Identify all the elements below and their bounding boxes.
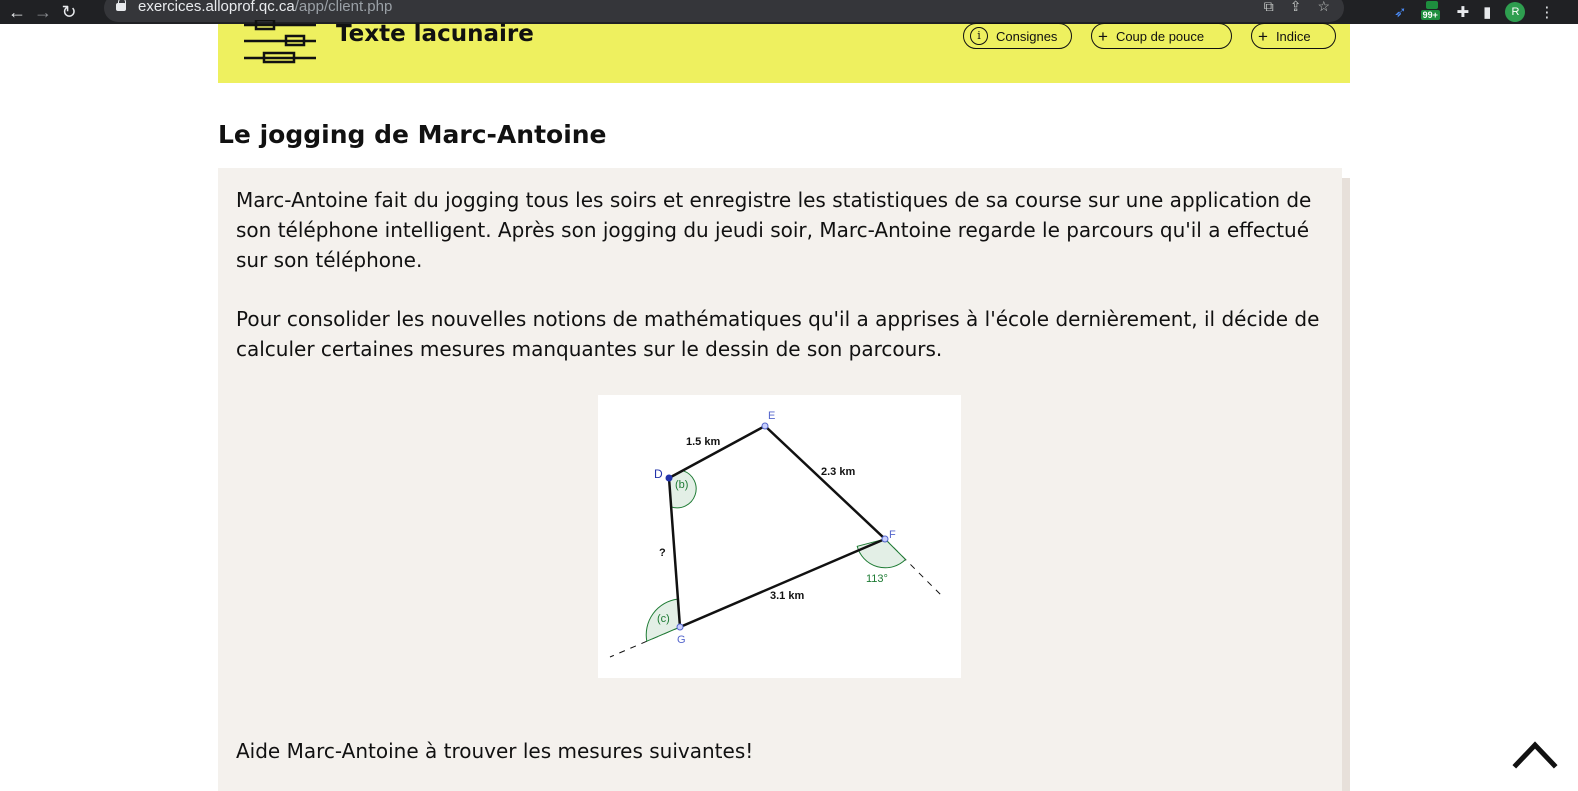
address-bar[interactable]	[104, 0, 1344, 22]
hint-boost-label: Coup de pouce	[1115, 28, 1205, 44]
url-path: /app/client.php	[294, 0, 393, 15]
scroll-to-top-icon[interactable]	[1510, 735, 1560, 775]
segment-gd-label: ?	[659, 547, 666, 559]
plus-icon: +	[1098, 26, 1108, 46]
puzzle-extensions-icon[interactable]: ✚	[1456, 4, 1470, 21]
fill-in-blank-icon	[244, 20, 316, 70]
hint-label: Indice	[1275, 28, 1311, 44]
lock-icon[interactable]	[116, 3, 126, 11]
instructions-button[interactable]	[963, 23, 1072, 49]
segment-ef-label: 2.3 km	[821, 466, 856, 478]
point-f	[882, 536, 888, 542]
profile-avatar[interactable]: R	[1505, 2, 1525, 22]
instructions-label: Consignes	[996, 28, 1058, 44]
label-d: D	[654, 467, 663, 481]
label-e: E	[768, 410, 776, 422]
point-e	[762, 423, 768, 429]
reload-icon[interactable]: ↻	[61, 1, 77, 22]
label-g: G	[677, 634, 686, 646]
side-panel-icon[interactable]: ▮	[1483, 4, 1492, 21]
intro-paragraph: Marc-Antoine fait du jogging tous les soirs et enregistre les statistiques de sa course sur une application de son téléphone intelligent. Après son jogging du jeudi soir, Marc-Antoine regarde le parcours qu'il a effectué sur son téléphone.	[236, 188, 1312, 272]
extension-badge-count: 99+	[1422, 10, 1438, 20]
plus-icon: +	[1258, 26, 1268, 46]
info-icon: i	[970, 27, 988, 45]
page-title: Le jogging de Marc-Antoine	[218, 120, 607, 149]
label-f: F	[889, 529, 896, 541]
browser-toolbar	[0, 0, 1578, 24]
segment-fg-label: 3.1 km	[770, 590, 805, 602]
angle-f-label: 113°	[866, 573, 888, 585]
segment-de-label: 1.5 km	[686, 436, 721, 448]
menu-dots-icon[interactable]: ⋮	[1539, 4, 1555, 21]
angle-b-label: (b)	[675, 479, 689, 491]
context-paragraph: Pour consolider les nouvelles notions de mathématiques qu'il a apprises à l'école dernièrement, il décide de calculer certaines mesures manquantes sur le dessin de son parcours.	[236, 307, 1320, 361]
share-icon[interactable]: ⇪	[1289, 0, 1302, 14]
exercise-card	[218, 168, 1342, 791]
extension-feather-icon[interactable]: ➶	[1394, 4, 1407, 21]
point-g	[677, 624, 683, 630]
exercise-type-title: Texte lacunaire	[336, 21, 534, 47]
bookmark-star-icon[interactable]: ☆	[1317, 0, 1330, 14]
point-d	[666, 475, 672, 481]
route-diagram	[598, 395, 961, 678]
angle-f-arc	[857, 539, 905, 568]
instruction-paragraph: Aide Marc-Antoine à trouver les mesures suivantes!	[236, 739, 754, 763]
extension-badge-icon[interactable]	[1421, 1, 1443, 23]
back-arrow-icon[interactable]: ←	[8, 1, 26, 22]
exercise-banner	[218, 21, 1350, 83]
hint-button[interactable]	[1251, 23, 1336, 49]
hint-boost-button[interactable]	[1091, 23, 1232, 49]
url-text[interactable]	[138, 0, 392, 15]
route-diagram-svg	[598, 395, 961, 678]
forward-arrow-icon[interactable]: →	[34, 1, 52, 22]
translate-icon[interactable]: ⧉	[1263, 0, 1274, 14]
angle-c-label: (c)	[657, 613, 670, 625]
url-host: exercices.alloprof.qc.ca	[138, 0, 295, 15]
